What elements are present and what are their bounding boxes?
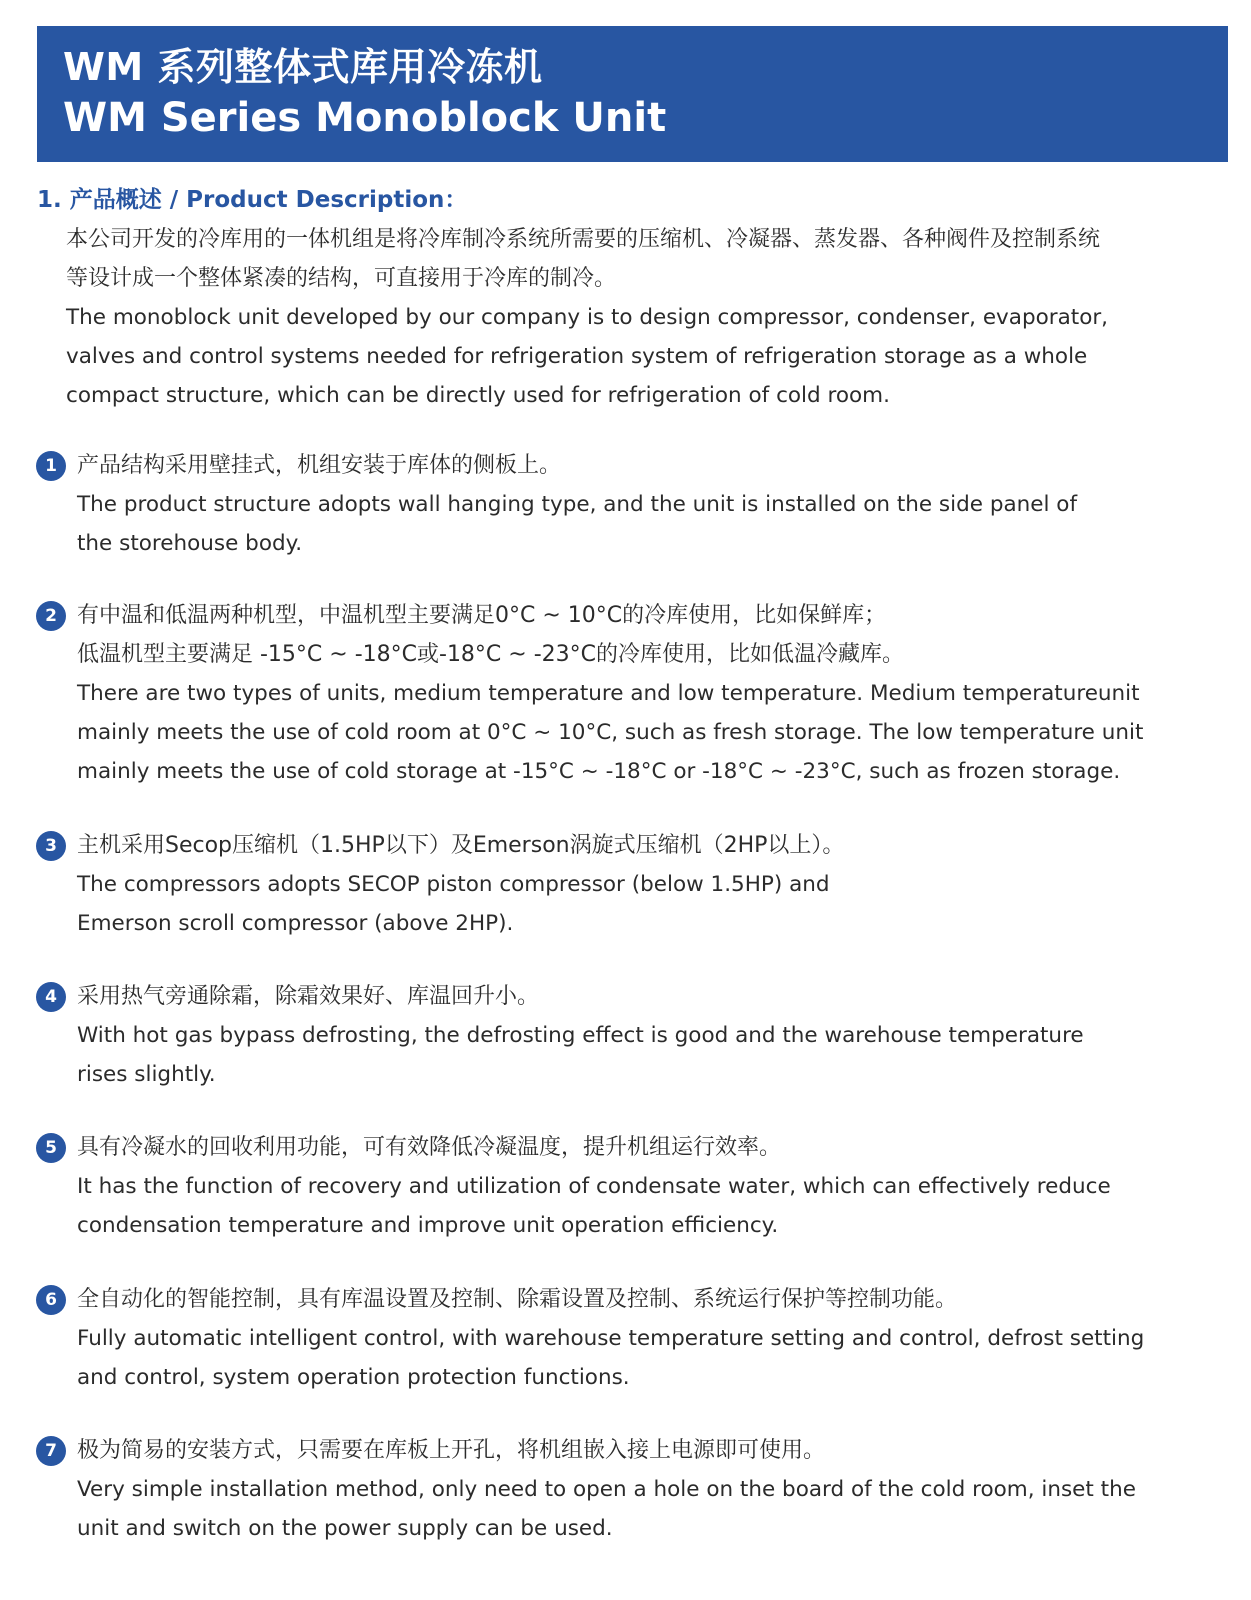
feature-line: There are two types of units, medium temperature and low temperature. Medium temperatureunit [77,681,1140,706]
feature-line: 有中温和低温两种机型，中温机型主要满足0°C ~ 10°C的冷库使用，比如保鲜库； [77,603,887,628]
feature-line: With hot gas bypass defrosting, the defrosting effect is good and the warehouse temperature [77,1023,1084,1048]
feature-line: 低温机型主要满足 -15°C ~ -18°C或-18°C ~ -23°C的冷库使用，比如低温冷藏库。 [77,642,905,667]
feature-line: 产品结构采用壁挂式，机组安装于库体的侧板上。 [77,453,562,478]
intro-line: The monoblock unit developed by our company is to design compressor, condenser, evaporator, [66,305,1109,330]
section-title: 1. 产品概述 / Product Description： [37,187,468,213]
intro-paragraph [66,220,1236,415]
title-banner [37,26,1228,162]
feature-line: Emerson scroll compressor (above 2HP). [77,911,514,936]
number-badge: 4 [36,982,66,1012]
feature-line: Fully automatic intelligent control, with warehouse temperature setting and control, defrost setting [77,1326,1145,1351]
number-badge: 1 [36,451,66,481]
feature-line: rises slightly. [77,1062,216,1087]
number-badge: 7 [36,1436,66,1466]
feature-line: The product structure adopts wall hanging type, and the unit is installed on the side panel of [77,492,1078,517]
feature-line: 全自动化的智能控制，具有库温设置及控制、除霜设置及控制、系统运行保护等控制功能。 [77,1287,958,1312]
number-badge: 2 [36,601,66,631]
title-en: WM Series Monoblock Unit [63,95,667,141]
intro-line: compact structure, which can be directly used for refrigeration of cold room. [66,383,890,408]
number-badge: 6 [36,1285,66,1315]
feature-line: unit and switch on the power supply can be used. [77,1516,613,1541]
feature-line: 极为简易的安装方式，只需要在库板上开孔，将机组嵌入接上电源即可使用。 [77,1438,826,1463]
feature-line: It has the function of recovery and utilization of condensate water, which can effectively reduce [77,1174,1111,1199]
intro-line: 本公司开发的冷库用的一体机组是将冷库制冷系统所需要的压缩机、冷凝器、蒸发器、各种阀件及控制系统 [66,227,1101,252]
feature-line: 主机采用Secop压缩机（1.5HP以下）及Emerson涡旋式压缩机（2HP以上）。 [77,833,845,858]
number-badge: 3 [36,831,66,861]
feature-line: 采用热气旁通除霜，除霜效果好、库温回升小。 [77,984,540,1009]
number-badge: 5 [36,1133,66,1163]
intro-line: valves and control systems needed for refrigeration system of refrigeration storage as a whole [66,344,1088,369]
intro-line: 等设计成一个整体紧凑的结构，可直接用于冷库的制冷。 [66,266,617,291]
feature-line: mainly meets the use of cold room at 0°C ~ 10°C, such as fresh storage. The low temperature unit [77,720,1144,745]
feature-line: the storehouse body. [77,531,303,556]
feature-line: and control, system operation protection functions. [77,1365,630,1390]
feature-line: Very simple installation method, only need to open a hole on the board of the cold room, inset the [77,1477,1136,1502]
feature-line: mainly meets the use of cold storage at -15°C ~ -18°C or -18°C ~ -23°C, such as frozen storage. [77,759,1121,784]
feature-line: 具有冷凝水的回收利用功能，可有效降低冷凝温度，提升机组运行效率。 [77,1135,782,1160]
feature-line: condensation temperature and improve unit operation efficiency. [77,1213,779,1238]
feature-line: The compressors adopts SECOP piston compressor (below 1.5HP) and [77,872,830,897]
title-cn: WM 系列整体式库用冷冻机 [63,45,543,89]
